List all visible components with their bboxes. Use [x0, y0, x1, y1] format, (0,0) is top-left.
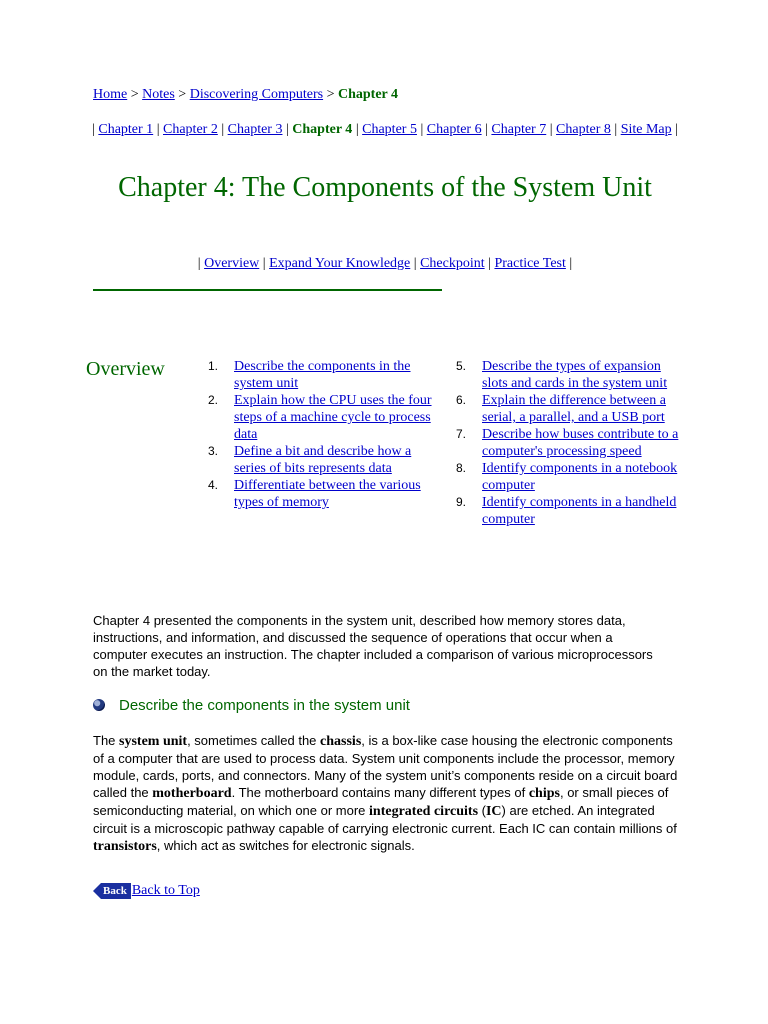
nav-separator: | — [569, 256, 573, 271]
text: , which act as switches for electronic signals. — [156, 838, 415, 853]
nav-separator: | — [610, 122, 621, 137]
objective-link[interactable]: Explain how the CPU uses the four steps of a machine cycle to process data — [234, 393, 432, 442]
term-transistors: transistors — [93, 839, 157, 854]
objectives-list-right — [456, 358, 682, 528]
section-heading — [93, 697, 410, 714]
breadcrumb-separator: > — [326, 87, 335, 102]
term-motherboard: motherboard — [152, 786, 232, 801]
nav-separator: | — [217, 122, 228, 137]
objective-item — [208, 477, 434, 511]
objective-item — [208, 392, 434, 443]
breadcrumb-discovering-link[interactable]: Discovering Computers — [189, 87, 324, 102]
text: , sometimes called the — [187, 733, 321, 748]
overview-intro: Chapter 4 presented the components in the system unit, described how memory stores data, instructions, and information, and discussed the sequence of operations that occur when a computer executes an instruction. The chapter included a comparison of various microprocessors on the market today. — [93, 613, 653, 679]
objective-link[interactable]: Differentiate between the various types of memory — [234, 478, 421, 510]
objective-number: 4. — [208, 478, 219, 492]
objective-link[interactable]: Define a bit and describe how a series of bits represents data — [234, 444, 412, 476]
section-nav-link-practice-test[interactable]: Practice Test — [494, 256, 566, 271]
back-arrow-icon[interactable] — [93, 883, 131, 899]
term-ic: IC — [485, 804, 502, 819]
back-to-top-link[interactable]: Back to Top — [131, 883, 200, 898]
chapter-nav-link-1[interactable]: Chapter 1 — [98, 122, 154, 137]
nav-separator: | — [413, 256, 421, 271]
section-heading-text: Describe the components in the system unit — [119, 697, 410, 714]
objective-number: 9. — [456, 495, 467, 509]
text: , or small pieces of semiconducting material, on which one or more — [93, 785, 669, 818]
term-integrated-circuits: integrated circuits — [369, 804, 479, 819]
nav-separator: | — [546, 122, 557, 137]
text: , is a box-like case housing the electronic components of a computer that are used to process data. System unit components include the processor, memory module, cards, ports, and connectors. Many of the system unit’s components reside on a circuit board called the — [93, 733, 678, 800]
nav-separator: | — [671, 122, 678, 137]
breadcrumb-current: Chapter 4 — [337, 87, 399, 102]
objective-link[interactable]: Describe how buses contribute to a computer's processing speed — [482, 427, 679, 459]
breadcrumb-home-link[interactable]: Home — [93, 87, 128, 102]
objective-number: 8. — [456, 461, 467, 475]
chapter-nav — [90, 121, 680, 138]
back-to-top — [93, 883, 200, 899]
objective-item — [208, 443, 434, 477]
nav-separator: | — [352, 122, 363, 137]
text: ) are etched. An integrated circuit is a microscopic pathway capable of carrying electronic current. Each IC can contain millions of — [93, 803, 677, 836]
objective-item — [456, 460, 682, 494]
objective-item — [208, 358, 434, 392]
chapter-nav-link-5[interactable]: Chapter 5 — [362, 122, 417, 137]
objective-link[interactable]: Explain the difference between a serial, a parallel, and a USB port — [482, 393, 666, 425]
objective-item — [456, 358, 682, 392]
nav-separator: | — [282, 122, 293, 137]
objectives-list-left — [208, 358, 434, 511]
page-title: Chapter 4: The Components of the System Unit — [118, 172, 652, 203]
nav-separator: | — [488, 256, 495, 271]
bullet-icon — [93, 699, 105, 711]
objective-number: 2. — [208, 393, 219, 407]
chapter-nav-current: Chapter 4 — [292, 122, 353, 137]
objective-number: 1. — [208, 359, 219, 373]
chapter-nav-link-2[interactable]: Chapter 2 — [163, 122, 218, 137]
objective-link[interactable]: Describe the types of expansion slots and cards in the system unit — [482, 359, 668, 391]
objective-item — [456, 494, 682, 528]
term-chassis: chassis — [320, 734, 362, 749]
chapter-nav-link-3[interactable]: Chapter 3 — [227, 122, 283, 137]
objective-number: 5. — [456, 359, 467, 373]
objective-item — [456, 392, 682, 426]
nav-separator: | — [262, 256, 270, 271]
objective-number: 3. — [208, 444, 219, 458]
objective-link[interactable]: Identify components in a notebook computer — [482, 461, 678, 493]
objective-item — [456, 426, 682, 460]
section-nav-link-expand-your-knowledge[interactable]: Expand Your Knowledge — [269, 256, 411, 271]
section-nav-link-overview[interactable]: Overview — [204, 256, 260, 271]
site-map-link[interactable]: Site Map — [620, 122, 672, 137]
nav-separator: | — [416, 122, 427, 137]
section-nav-link-checkpoint[interactable]: Checkpoint — [420, 256, 485, 271]
chapter-nav-link-6[interactable]: Chapter 6 — [426, 122, 482, 137]
nav-separator: | — [197, 256, 205, 271]
objective-link[interactable]: Identify components in a handheld computer — [482, 495, 677, 527]
term-chips: chips — [528, 786, 560, 801]
overview-heading: Overview — [86, 358, 165, 380]
objective-number: 7. — [456, 427, 467, 441]
breadcrumb-separator: > — [178, 87, 187, 102]
section-paragraph — [93, 732, 678, 855]
chapter-nav-link-8[interactable]: Chapter 8 — [556, 122, 611, 137]
text: . The motherboard contains many different types of — [231, 785, 529, 800]
nav-separator: | — [481, 122, 492, 137]
nav-separator: | — [153, 122, 163, 137]
term-system-unit: system unit — [119, 734, 188, 749]
breadcrumb — [93, 87, 398, 103]
divider — [93, 289, 442, 291]
section-nav — [90, 256, 680, 272]
breadcrumb-notes-link[interactable]: Notes — [142, 87, 175, 102]
chapter-nav-link-7[interactable]: Chapter 7 — [491, 122, 547, 137]
back-icon-label: Back — [101, 883, 131, 899]
nav-separator: | — [92, 122, 99, 137]
breadcrumb-separator: > — [130, 87, 139, 102]
text: The — [93, 733, 120, 748]
text: ( — [478, 803, 486, 818]
objective-link[interactable]: Describe the components in the system unit — [234, 359, 411, 391]
objective-number: 6. — [456, 393, 467, 407]
